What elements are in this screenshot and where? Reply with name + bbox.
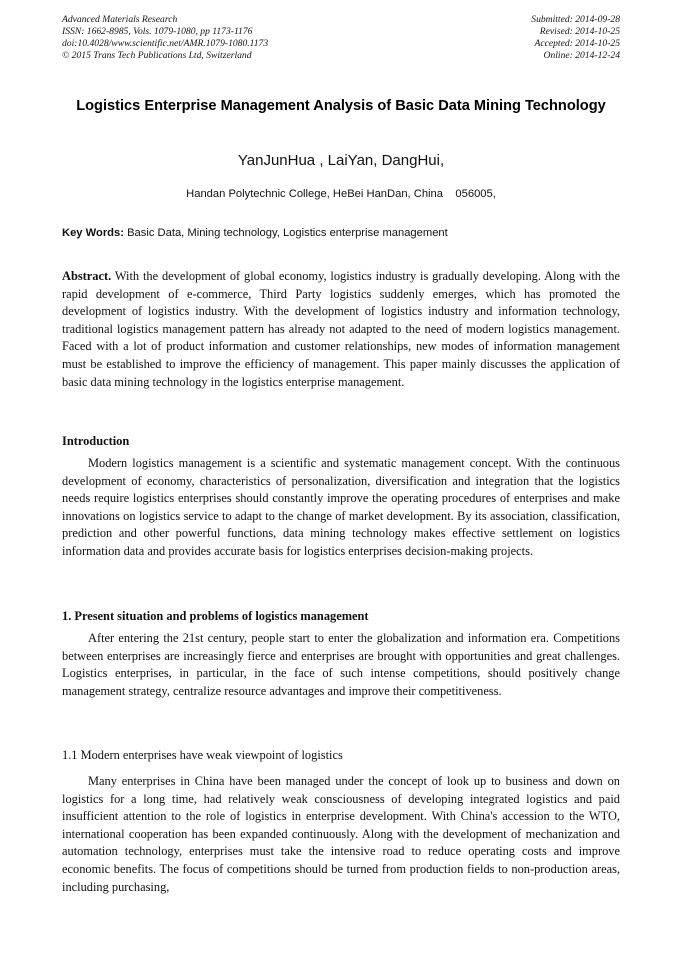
abstract-paragraph	[62, 268, 620, 391]
online-date: Online: 2014-12-24	[543, 50, 620, 62]
section-1-heading: 1. Present situation and problems of logistics management	[62, 609, 369, 623]
issn-line: ISSN: 1662-8985, Vols. 1079-1080, pp 1173-1176	[62, 26, 253, 38]
copyright-line: © 2015 Trans Tech Publications Ltd, Switzerland	[62, 50, 252, 62]
doi-line: doi:10.4028/www.scientific.net/AMR.1079-1080.1173	[62, 38, 269, 50]
author-list: YanJunHua , LaiYan, DangHui,	[237, 152, 445, 169]
article-title: Logistics Enterprise Management Analysis of Basic Data Mining Technology	[76, 98, 606, 114]
affiliation: Handan Polytechnic College, HeBei HanDan, China 056005,	[186, 188, 496, 200]
keywords-line	[62, 226, 620, 241]
section-1-1-paragraph: Many enterprises in China have been managed under the concept of look up to business and down on logistics for a long time, had relatively weak consciousness of developing integrated logistics and paid insufficient attention to the role of logistics in enterprise development. With China's accession to the WTO, international cooperation has been expanded continuously. Along with the development of mechanization and automation technology, enterprises must take the intensive road to reduce operating costs and improve economic benefits. The focus of competitions should be turned from production fields to non-production areas, including purchasing,	[62, 774, 620, 894]
accepted-date: Accepted: 2014-10-25	[534, 38, 620, 50]
introduction-heading: Introduction	[62, 434, 130, 448]
section-1-1-heading: 1.1 Modern enterprises have weak viewpoint of logistics	[62, 748, 343, 762]
journal-header	[62, 14, 620, 62]
submitted-date: Submitted: 2014-09-28	[531, 14, 620, 25]
keywords-label: Key Words:	[62, 227, 124, 239]
revised-date: Revised: 2014-10-25	[539, 26, 620, 38]
section-1-paragraph: After entering the 21st century, people start to enter the globalization and information era. Competitions between enterprises are increasingly fierce and enterprises are brought with opportunities and great challenges. Logistics enterprises, in particular, in the face of such intense competitions, should positively change management strategy, centralize resource advantages and improve their competitiveness.	[62, 631, 620, 698]
journal-header-right	[531, 14, 620, 62]
introduction-paragraph: Modern logistics management is a scientific and systematic management concept. With the continuous development of economy, characteristics of personalization, diversification and integration that the logistics needs require logistics enterprises should constantly improve the operating procedures of enterprises and make innovations on logistics service to adapt to the change of market development. By its association, classification, prediction and other powerful functions, data mining technology makes effective settlement on logistics information data and provides accurate basis for logistics enterprises decision-making projects.	[62, 456, 620, 558]
abstract-label: Abstract.	[62, 269, 112, 283]
keywords-value: Basic Data, Mining technology, Logistics enterprise management	[123, 227, 448, 239]
journal-header-left	[62, 14, 268, 62]
abstract-text: With the development of global economy, logistics industry is gradually developing. Along with the rapid development of e-commerce, Third Party logistics suddenly emerges, which has promoted the development of logistics industry. With the development of logistics industry and information technology, traditional logistics management pattern has already not adapted to the need of modern logistics management. Faced with a lot of product information and customer relationships, new modes of information management must be established to improve the efficiency of management. This paper mainly discusses the application of basic data mining technology in the logistics enterprise management.	[62, 269, 620, 389]
journal-name: Advanced Materials Research	[62, 14, 178, 25]
